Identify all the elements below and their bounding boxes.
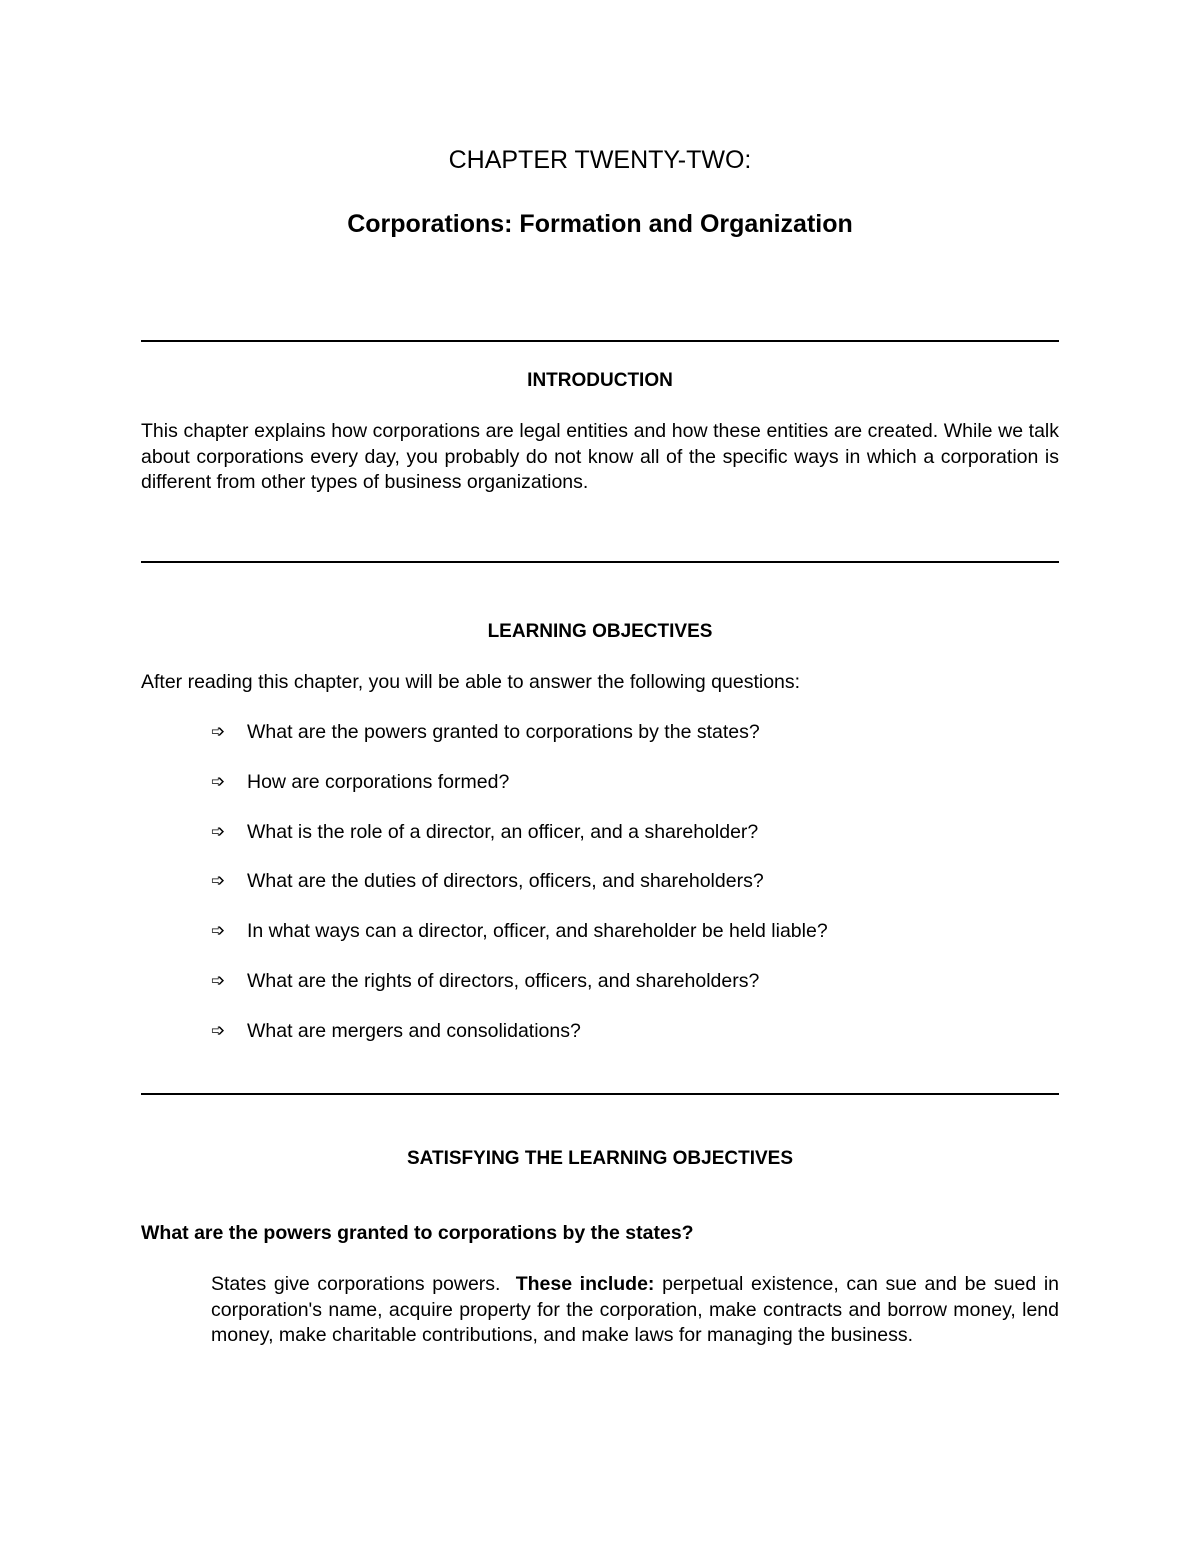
objective-text: How are corporations formed?: [247, 770, 510, 793]
right-arrow-outline-icon: ➩: [211, 871, 226, 891]
introduction-paragraph: This chapter explains how corporations are legal entities and how these entities are created. While we talk about corporations every day, you probably do not know all of the specific ways in which a corporation is different from other types of business organizations.: [141, 420, 1059, 493]
list-item: [211, 867, 1061, 917]
objective-text: What are the duties of directors, officers, and shareholders?: [247, 870, 764, 893]
objective-text: What are the rights of directors, officers, and shareholders?: [247, 969, 760, 992]
objective-text: What is the role of a director, an officer, and a shareholder?: [247, 820, 759, 843]
chapter-title: Corporations: Formation and Organization: [347, 210, 853, 238]
learning-objectives-heading: LEARNING OBJECTIVES: [487, 621, 713, 642]
section-divider: [141, 561, 1059, 563]
right-arrow-outline-icon: ➩: [211, 970, 226, 990]
objective-text: In what ways can a director, officer, and shareholder be held liable?: [247, 920, 828, 943]
answer-emphasis: These include:: [515, 1273, 655, 1295]
section-divider: [141, 340, 1059, 342]
answer-text: perpetual existence, can sue and be sued in corporation's name, acquire property for the corporation, make contracts and borrow money, lend money, make charitable contributions, and make laws for managing the business.: [211, 1273, 1060, 1346]
learning-objectives-lead: After reading this chapter, you will be able to answer the following questions:: [141, 671, 801, 693]
answer-paragraph: [211, 1272, 1059, 1349]
list-item: [211, 768, 1061, 818]
right-arrow-outline-icon: ➩: [211, 722, 226, 741]
chapter-label: CHAPTER TWENTY-TWO:: [448, 146, 752, 174]
right-arrow-outline-icon: ➩: [211, 1020, 226, 1040]
introduction-heading: INTRODUCTION: [527, 370, 673, 391]
question-heading: What are the powers granted to corporations by the states?: [141, 1222, 694, 1244]
right-arrow-outline-icon: ➩: [211, 821, 226, 841]
list-item: [211, 967, 1061, 1017]
list-item: [211, 917, 1061, 967]
objective-text: What are mergers and consolidations?: [247, 1019, 581, 1042]
satisfying-objectives-heading: SATISFYING THE LEARNING OBJECTIVES: [406, 1148, 794, 1169]
section-divider: [141, 1093, 1059, 1095]
right-arrow-outline-icon: ➩: [211, 921, 226, 941]
list-item: [211, 718, 1061, 768]
answer-intro: States give corporations powers.: [211, 1273, 501, 1295]
right-arrow-outline-icon: ➩: [211, 771, 226, 791]
list-item: [211, 818, 1061, 868]
objective-text: What are the powers granted to corporations by the states?: [247, 721, 760, 743]
learning-objectives-list: [211, 718, 1061, 1067]
list-item: [211, 1017, 1061, 1067]
